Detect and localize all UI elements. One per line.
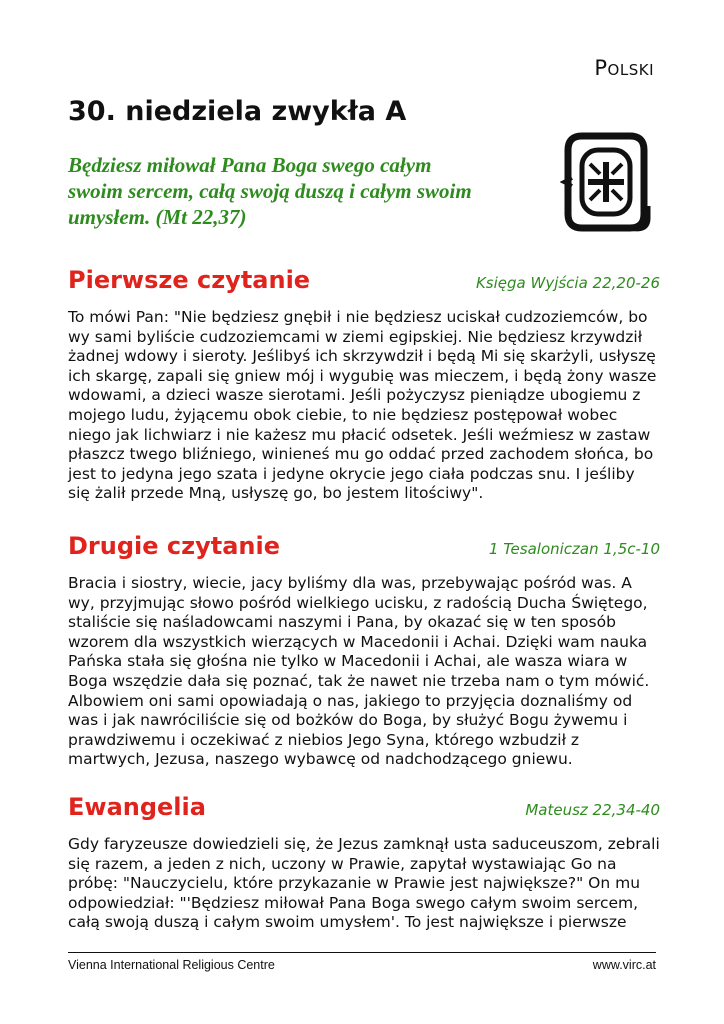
section-reference: Mateusz 22,34-40	[525, 801, 660, 819]
section-text: Gdy faryzeusze dowiedzieli się, że Jezus zamknął usta saduceuszom, zebrali się razem, a jeden z nich, uczony w Prawie, zapytał wystawiając Go na próbę: "Nauczycielu, które przykazanie w Prawie jest największe?" On mu odpowiedział: "'Będziesz miłował Pana Boga swego całym swoim sercem, całą swoją duszą i całym swoim umysłem'. To jest największe i pierwsze	[68, 835, 660, 932]
section-text: Bracia i siostry, wiecie, jacy byliśmy dla was, przebywając pośród was. A wy, przyjmując słowo pośród wielkiego ucisku, z radością Ducha Świętego, staliście się naśladowcami naszymi i Pana, by okazać się w ten sposób wzorem dla wszystkich wierzących w Macedonii i Achai. Dzięki wam nauka Pańska stała się głośna nie tylko w Macedonii i Achai, ale wasza wiara w Boga wszędzie dała się poznać, tak że nawet nie trzeba nam o tym mówić. Albowiem oni sami opowiadają o nas, jakiego to przyjęcia doznaliśmy od was i jak nawróciliście się od bożków do Boga, by służyć Bogu żywemu i prawdziwemu i oczekiwać z niebios Jego Syna, którego wzbudził z martwych, Jezusa, naszego wybawcę od nadchodzącego gniewu.	[68, 574, 650, 769]
footer-organization: Vienna International Religious Centre	[68, 958, 275, 972]
virc-cross-logo-icon	[560, 128, 652, 236]
section-gospel	[68, 793, 660, 972]
motto-quote: Będziesz miłował Pana Boga swego całym swoim sercem, całą swoją duszą i całym swoim umysłem. (Mt 22,37)	[68, 153, 472, 229]
page-title: 30. niedziela zwykła A	[68, 96, 407, 127]
section-reference: 1 Tesaloniczan 1,5c-10	[488, 540, 660, 558]
section-heading: Ewangelia	[68, 793, 206, 821]
footer-website-link[interactable]: www.virc.at	[592, 958, 656, 972]
language-label: Polski	[594, 56, 654, 80]
section-heading: Drugie czytanie	[68, 532, 280, 560]
footer-divider	[68, 952, 656, 953]
section-heading: Pierwsze czytanie	[68, 266, 311, 294]
section-reference: Księga Wyjścia 22,20-26	[475, 274, 660, 292]
section-second-reading	[68, 532, 660, 770]
section-text: To mówi Pan: "Nie będziesz gnębił i nie będziesz uciskał cudzoziemców, bo wy sami byliście cudzoziemcami w ziemi egipskiej. Nie będziesz krzywdził żadnej wdowy i sieroty. Jeślibyś ich skrzywdził i będą Mi się skarżyli, usłyszę ich skargę, zapali się gniew mój i wygubię was mieczem, i będą żony wasze wdowami, a dzieci wasze sierotami. Jeśli pożyczysz pieniądze ubogiemu z mojego ludu, żyjącemu obok ciebie, to nie będziesz postępował wobec niego jak lichwiarz i nie każesz mu płacić odsetek. Jeśli weźmiesz w zastaw płaszcz twego bliźniego, winieneś mu go oddać przed zachodem słońca, bo jest to jedyna jego szata i jedyne okrycie jego ciała podczas snu. I jeśliby się żalił przede Mną, usłyszę go, bo jestem litościwy".	[68, 308, 657, 503]
section-first-reading	[68, 266, 660, 504]
